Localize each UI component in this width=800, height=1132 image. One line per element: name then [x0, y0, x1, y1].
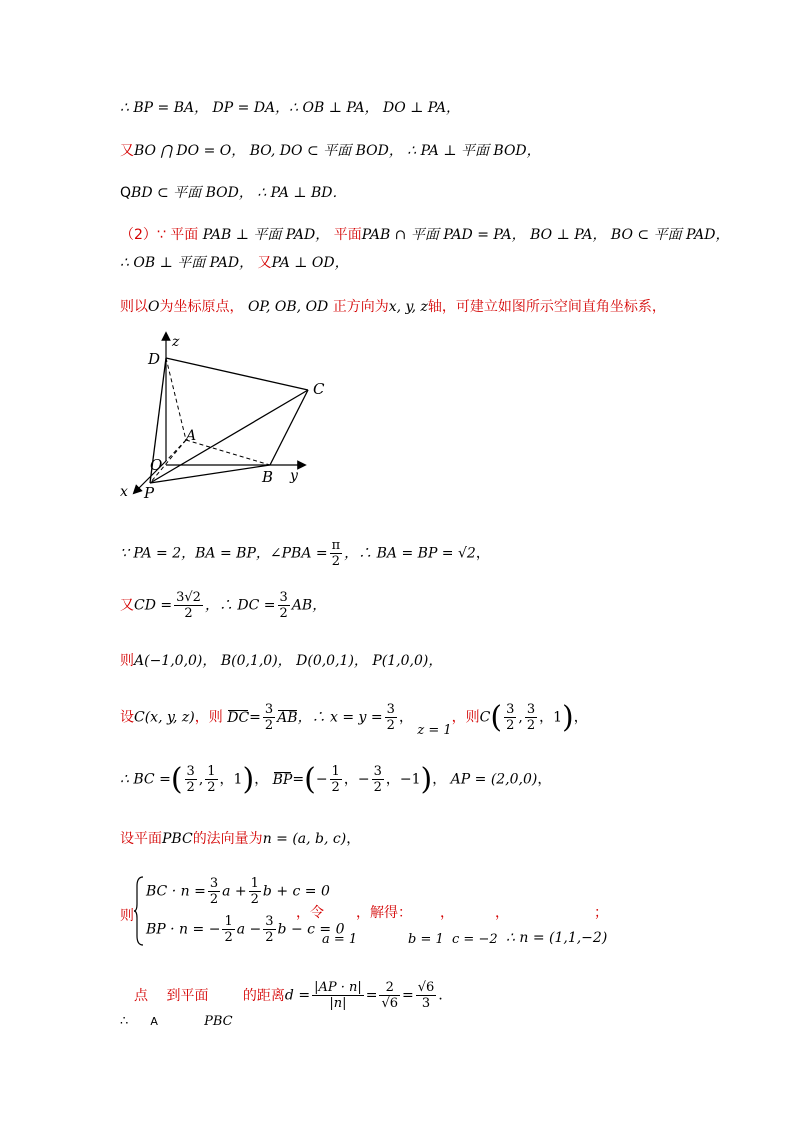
fraction-bp-y: $\frac{3}{2}$	[373, 764, 382, 795]
text-ze-3: ，则	[451, 709, 480, 726]
label-z: z	[172, 334, 180, 350]
vector-bp: BP	[272, 771, 293, 788]
minus-1: −	[315, 771, 328, 788]
label-b: B	[262, 468, 274, 486]
text-distance: 的距离	[242, 987, 285, 1004]
label-o: O	[150, 456, 163, 474]
text-coordinate-system: 轴，可建立如图所示空间直角坐标系，	[427, 299, 666, 315]
math-bo-perp-pa: BO ⊥ PA，	[530, 227, 607, 243]
math-pa-perp-bd: ∴ PA ⊥ BD．	[257, 185, 347, 201]
equation-row-1: BC · n = $\frac{3}{2}$ a + $\frac{1}{2}$ b + c = 0	[146, 876, 330, 907]
point-a-label: A	[150, 1015, 158, 1028]
part-2-label: （2）∵ 平面	[120, 227, 199, 243]
label-p: P	[144, 484, 155, 502]
comma-11b: ，	[432, 771, 447, 788]
math-ba-bp-sqrt2: ，∴ BA = BP = √2	[344, 545, 476, 562]
fraction-3-2-b: $\frac{3}{2}$	[264, 702, 274, 733]
text-ze-2: ，则	[194, 709, 223, 726]
math-bo-do-subset: BO, DO ⊂ 平面 BOD，	[249, 143, 403, 159]
semicolon-sys: ；	[594, 905, 608, 921]
paren-close-bc: )	[242, 762, 255, 797]
text-jiede: ，解得：	[356, 905, 412, 921]
math-bd-subset: BD ⊂ 平面 BOD，	[131, 185, 253, 201]
math-bp-z: ，−1	[385, 771, 421, 788]
label-d: D	[148, 350, 161, 368]
fraction-sqrt6-3: $\frac{√6}{3}$	[417, 980, 435, 1011]
edge-pb	[150, 465, 270, 483]
math-cd: CD =	[134, 597, 173, 614]
math-pa-2: ∵ PA = 2	[120, 545, 182, 562]
edge-ab	[186, 440, 270, 465]
math-dc: ，∴ DC =	[204, 597, 276, 614]
math-bc-z: ，1	[219, 771, 243, 788]
math-a-1: a = 1	[322, 932, 358, 947]
vector-dc: DC	[227, 709, 250, 726]
label-x: x	[120, 484, 128, 500]
math-o: O	[148, 299, 160, 315]
proof-line-12	[120, 828, 360, 848]
vector-ap: AP = (2,0,0)	[450, 771, 538, 788]
comma-sys-2: ，	[495, 905, 509, 921]
comma-11c: ，	[537, 771, 552, 788]
fraction-c-x: $\frac{3}{2}$	[506, 702, 515, 733]
proof-line-1: ∴ BP = BA， DP = DA，∴ OB ⊥ PA， DO ⊥ PA，	[120, 100, 461, 116]
symbol-q: Q	[120, 185, 132, 201]
math-c: C	[479, 709, 491, 726]
text-you-2: 又	[257, 255, 272, 271]
proof-line-10: 设C(x, y, z)，则 DC= $\frac{3}{2}$ AB，∴ x = y = $\frac{3}{2}$ ， z = 1，则C( $\frac{3}{2}$ , $\frac{3}{2}$ ，1)，	[120, 700, 588, 738]
edge-dc	[166, 358, 308, 390]
proof-line-5	[120, 252, 349, 272]
text-you: 又	[120, 143, 134, 159]
equation-system	[120, 872, 680, 952]
math-b-1: b = 1	[408, 932, 444, 947]
fraction-distance: $\frac{|AP \cdot n|}{|n|}$	[314, 980, 362, 1011]
proof-line-9	[120, 650, 442, 670]
text-point: 点	[134, 987, 148, 1004]
math-c-neg2: c = −2	[452, 932, 498, 947]
text-ze: 则	[120, 653, 134, 669]
text-set-plane: 设平面	[120, 831, 162, 847]
text-direction: 正方向为	[332, 299, 389, 315]
point-b: B(0,1,0)，	[220, 653, 292, 669]
math-c-z: ，1	[539, 709, 563, 726]
comma-11a: ，	[254, 771, 269, 788]
fraction-3-2: $\frac{3}{2}$	[279, 590, 288, 621]
math-ob-perp-pad: ∴ OB ⊥ 平面 PAD，	[120, 255, 254, 271]
point-p: P(1,0,0)，	[372, 653, 443, 669]
label-y: y	[290, 468, 298, 484]
math-axes-vectors: OP, OB, OD	[247, 299, 329, 315]
vector-bc: ∴ BC =	[120, 771, 171, 788]
text-ling: ，令	[296, 905, 324, 921]
fraction-bc-y: $\frac{1}{2}$	[207, 764, 216, 795]
paren-open-c: (	[490, 700, 503, 735]
plane-pbc-label: PBC	[204, 1014, 233, 1029]
paren-close-bp: )	[420, 762, 433, 797]
math-plane-intersect: PAB ∩ 平面 PAD = PA，	[361, 227, 526, 243]
math-x-y: ，∴ x = y =	[297, 709, 383, 726]
therefore-symbol: ∴	[120, 1014, 129, 1029]
point-d: D(0,0,1)，	[296, 653, 368, 669]
equals-10: =	[249, 709, 261, 726]
left-brace	[134, 876, 144, 946]
edge-da	[166, 358, 186, 440]
vector-ab: AB	[277, 709, 298, 726]
math-n-abc: n = (a, b, c)	[262, 831, 347, 847]
proof-line-6	[120, 296, 666, 316]
math-xyz: x, y, z	[388, 299, 428, 315]
proof-line-4	[120, 224, 730, 244]
comma-sys-1: ，	[440, 905, 454, 921]
math-pbc: PBC	[162, 831, 193, 847]
paren-close-c: )	[562, 700, 574, 735]
fraction-3-2-c: $\frac{3}{2}$	[386, 702, 395, 733]
comma-12: ，	[346, 831, 361, 847]
math-ba-bp: ，BA = BP	[181, 545, 256, 562]
math-cxyz: C(x, y, z)	[134, 709, 195, 726]
text-she: 设	[120, 709, 134, 726]
math-bo-subset-pad: BO ⊂ 平面 PAD，	[610, 227, 730, 243]
proof-line-distance	[120, 980, 452, 1011]
comma-10b: ，	[573, 709, 588, 726]
label-a: A	[186, 428, 197, 444]
proof-line-8	[120, 590, 326, 621]
fraction-pi-2: $\frac{\pi}{2}$	[331, 538, 341, 569]
equals-d2: =	[402, 987, 414, 1004]
math-z-1: z = 1	[417, 722, 452, 738]
math-d: d =	[284, 987, 311, 1004]
fraction-bp-x: $\frac{1}{2}$	[331, 764, 340, 795]
paren-open-bc: (	[170, 762, 183, 797]
comma-10: ，	[398, 709, 413, 726]
equals-11: =	[292, 771, 305, 788]
pyramid-figure	[118, 328, 338, 508]
math-pa-perp-od: PA ⊥ OD，	[271, 255, 349, 271]
proof-line-11: ∴ BC =( $\frac{3}{2}$ , $\frac{1}{2}$ ，1)， BP=(− $\frac{1}{2}$ ，− $\frac{3}{2}$ ，−1)， AP = (2,0,0)，	[120, 762, 552, 797]
text-normal-vector: 的法向量为	[192, 831, 263, 847]
fraction-c-y: $\frac{3}{2}$	[526, 702, 536, 733]
minus-2: ，−	[343, 771, 370, 788]
edge-ao	[166, 440, 186, 461]
text-origin: 为坐标原点，	[159, 299, 244, 315]
fraction-3sqrt2-2: $\frac{3√2}{2}$	[176, 590, 201, 621]
text-plane: 平面	[333, 227, 362, 243]
fraction-2-sqrt6: $\frac{2}{√6}$	[381, 980, 399, 1011]
math-bo-cap-do: BO ⋂ DO = O，	[134, 143, 246, 159]
math-pa-perp-bod: ∴ PA ⊥ 平面 BOD，	[407, 143, 541, 159]
math-ab: AB，	[291, 597, 327, 614]
text-ze-4: 则	[120, 908, 134, 924]
math-angle-pba: ，∠PBA =	[255, 545, 328, 562]
text-ze-yi: 则以	[120, 299, 148, 315]
proof-line-3	[120, 182, 347, 202]
equation-row-2: BP · n = − $\frac{1}{2}$ a − $\frac{3}{2}$ b − c = 0	[146, 914, 345, 945]
paren-open-bp: (	[304, 762, 316, 797]
text-to-plane: 到平面	[166, 987, 209, 1004]
math-plane-perp: PAB ⊥ 平面 PAD，	[202, 227, 330, 243]
comma-7: ，	[475, 545, 490, 562]
equals-d1: =	[365, 987, 378, 1004]
text-you-3: 又	[120, 597, 134, 614]
proof-line-distance-sub	[120, 1014, 233, 1029]
point-a: A(−1,0,0)，	[134, 653, 217, 669]
proof-line-2	[120, 140, 541, 160]
label-c: C	[313, 380, 325, 398]
fraction-bc-x: $\frac{3}{2}$	[186, 764, 195, 795]
period-d: ．	[438, 987, 453, 1004]
math-n-result: ∴ n = (1,1,−2)	[506, 930, 608, 946]
proof-line-7	[120, 538, 490, 569]
